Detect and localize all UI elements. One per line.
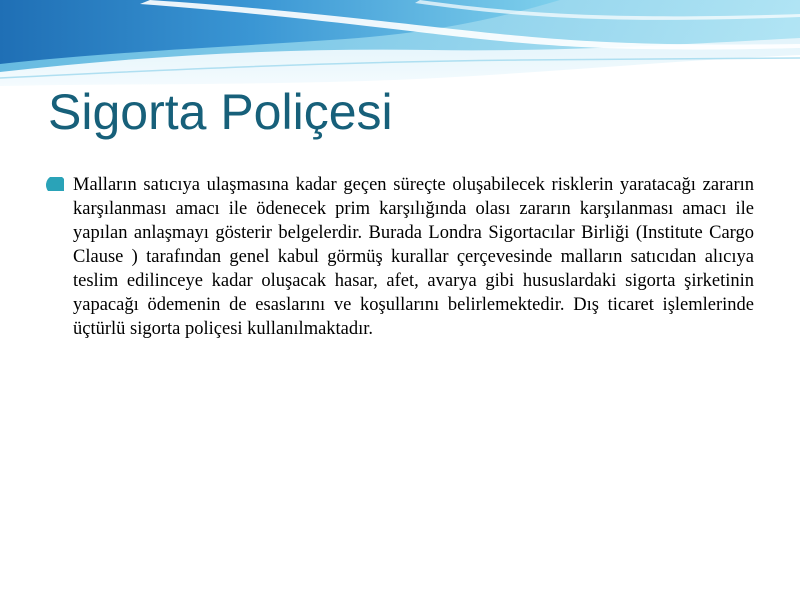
slide-title: Sigorta Poliçesi bbox=[48, 84, 393, 140]
bullet-text: Malların satıcıya ulaşmasına kadar geçen süreçte oluşabilecek risklerin yaratacağı zararın karşılanması amacı ile ödenecek prim karşılığında olası zararın karşılanması amacı ile yapılan anlaşmayı gösterir belgelerdir. Burada Londra Sigortacılar Birliği (Institute Cargo Clause ) tarafından genel kabul görmüş kurallar çerçevesinde malların satıcıdan alıcıya teslim edilinceye kadar oluşacak hasar, afet, avarya gibi hususlardaki sigorta şirketinin yapacağı ödemenin de esaslarını ve koşullarını belirlemektedir. Dış ticaret işlemlerinde üçtürlü sigorta poliçesi kullanılmaktadır. bbox=[73, 175, 754, 339]
header-wave-decoration bbox=[0, 0, 800, 95]
bullet-icon bbox=[46, 177, 66, 193]
bullet-item bbox=[46, 173, 754, 341]
